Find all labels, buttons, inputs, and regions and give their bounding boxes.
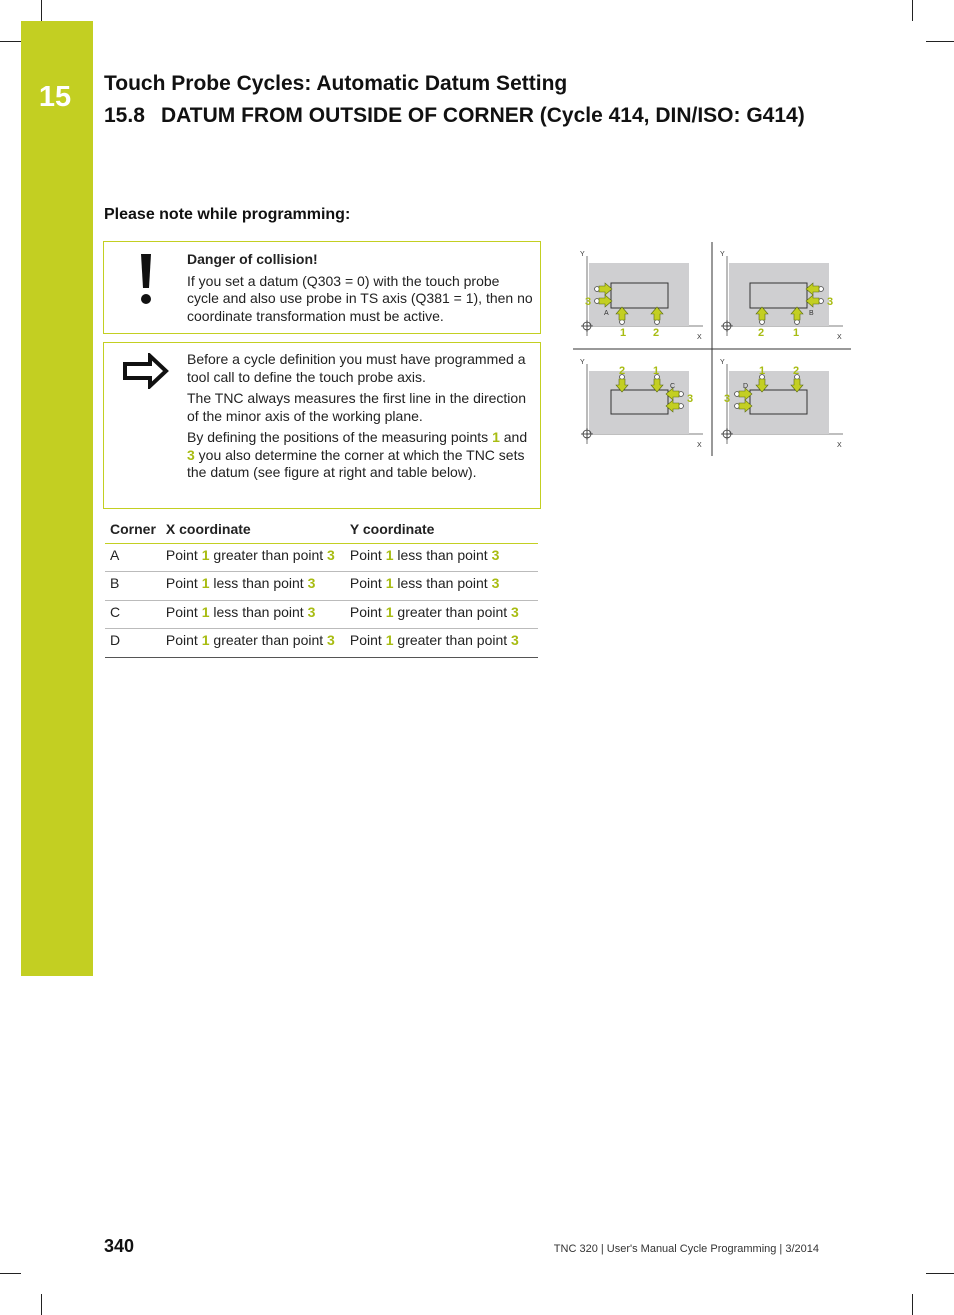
table-row: [105, 600, 538, 629]
section-title-text: DATUM FROM OUTSIDE OF CORNER (Cycle 414, DIN/ISO: G414): [161, 104, 805, 127]
axis-label-x: X: [697, 442, 702, 449]
crop-mark: [41, 1294, 42, 1315]
corner-table: [105, 517, 538, 658]
crop-mark: [926, 41, 954, 42]
table-row: [105, 572, 538, 601]
probe-point-icon: [735, 392, 740, 397]
probe-point-icon: [735, 404, 740, 409]
y-coordinate-cell: Point 1 greater than point 3: [345, 629, 538, 658]
corner-cell: A: [105, 543, 161, 572]
point-number: 1: [620, 327, 627, 339]
chapter-number: 15: [38, 81, 72, 113]
corner-figure: [573, 242, 853, 462]
note-paragraph: By defining the positions of the measuring points 1 and 3 you also determine the corner at which the TNC sets the datum (see figure at right and table below).: [187, 429, 528, 480]
crop-mark: [912, 1294, 913, 1315]
corner-label: C: [670, 383, 676, 390]
probe-point-icon: [795, 320, 800, 325]
warning-title: Danger of collision!: [187, 251, 318, 267]
note-paragraph: Before a cycle definition you must have programmed a tool call to define the touch probe axis.: [187, 351, 526, 385]
x-coordinate-cell: Point 1 greater than point 3: [161, 543, 345, 572]
section-number: 15.8: [104, 104, 145, 127]
probe-point-icon: [760, 320, 765, 325]
table-header-row: [105, 517, 538, 543]
point-number: 2: [758, 327, 765, 339]
arrow-right-icon: [123, 353, 169, 389]
probe-point-icon: [819, 287, 824, 292]
axis-label-x: X: [697, 334, 702, 341]
corner-cell: B: [105, 572, 161, 601]
note-box: [103, 342, 541, 509]
table-row: [105, 629, 538, 658]
point-number: 3: [585, 296, 592, 308]
point-number: 1: [793, 327, 800, 339]
point-number: 3: [827, 296, 834, 308]
point-number: 1: [653, 365, 660, 377]
workpiece-corner: [611, 283, 668, 308]
figure-quadrant-c: [580, 359, 703, 449]
page-number: 340: [104, 1236, 135, 1256]
table-row: [105, 543, 538, 572]
column-header: Corner: [105, 517, 161, 543]
probe-point-icon: [595, 299, 600, 304]
corner-label: B: [809, 310, 814, 317]
chapter-sidebar: [21, 21, 93, 976]
y-coordinate-cell: Point 1 greater than point 3: [345, 600, 538, 629]
x-coordinate-cell: Point 1 less than point 3: [161, 572, 345, 601]
probe-point-icon: [819, 299, 824, 304]
warning-box: [103, 241, 541, 334]
corner-label: D: [743, 383, 749, 390]
crop-mark: [0, 1273, 21, 1274]
corner-label: A: [604, 310, 609, 317]
section-heading: Please note while programming:: [104, 206, 351, 223]
figure-quadrant-a: [580, 251, 703, 341]
probe-point-icon: [679, 404, 684, 409]
section-title: [104, 104, 805, 128]
point-number: 3: [724, 393, 731, 405]
column-header: X coordinate: [161, 517, 345, 543]
warning-text: If you set a datum (Q303 = 0) with the touch probe cycle and also use probe in TS axis (Q381 = 1), then no coordinate transformation must be active.: [187, 272, 533, 324]
y-coordinate-cell: Point 1 less than point 3: [345, 572, 538, 601]
point-number: 3: [687, 393, 694, 405]
axis-label-y: Y: [580, 359, 585, 366]
crop-mark: [926, 1273, 954, 1274]
crop-mark: [0, 41, 21, 42]
y-coordinate-cell: Point 1 less than point 3: [345, 543, 538, 572]
workpiece-corner: [750, 283, 807, 308]
point-number: 2: [793, 365, 800, 377]
point-number: 1: [759, 365, 766, 377]
figure-quadrant-d: [720, 359, 843, 449]
point-number: 2: [619, 365, 626, 377]
figure-quadrant-b: [720, 251, 843, 341]
probe-point-icon: [620, 320, 625, 325]
point-number: 2: [653, 327, 660, 339]
corner-cell: C: [105, 600, 161, 629]
chapter-title: Touch Probe Cycles: Automatic Datum Setting: [104, 72, 568, 95]
probe-point-icon: [595, 287, 600, 292]
probe-point-icon: [679, 392, 684, 397]
note-paragraph: The TNC always measures the first line in the direction of the minor axis of the working plane.: [187, 390, 526, 424]
exclamation-icon: [136, 252, 156, 312]
crop-mark: [912, 0, 913, 21]
x-coordinate-cell: Point 1 less than point 3: [161, 600, 345, 629]
workpiece-corner: [611, 390, 668, 414]
workpiece-corner: [750, 390, 807, 414]
column-header: Y coordinate: [345, 517, 538, 543]
x-coordinate-cell: Point 1 greater than point 3: [161, 629, 345, 658]
axis-label-x: X: [837, 442, 842, 449]
crop-mark: [41, 0, 42, 21]
axis-label-x: X: [837, 334, 842, 341]
axis-label-y: Y: [580, 251, 585, 258]
probe-point-icon: [655, 320, 660, 325]
axis-label-y: Y: [720, 251, 725, 258]
corner-cell: D: [105, 629, 161, 658]
footer-text: TNC 320 | User's Manual Cycle Programming | 3/2014: [553, 1243, 819, 1255]
axis-label-y: Y: [720, 359, 725, 366]
